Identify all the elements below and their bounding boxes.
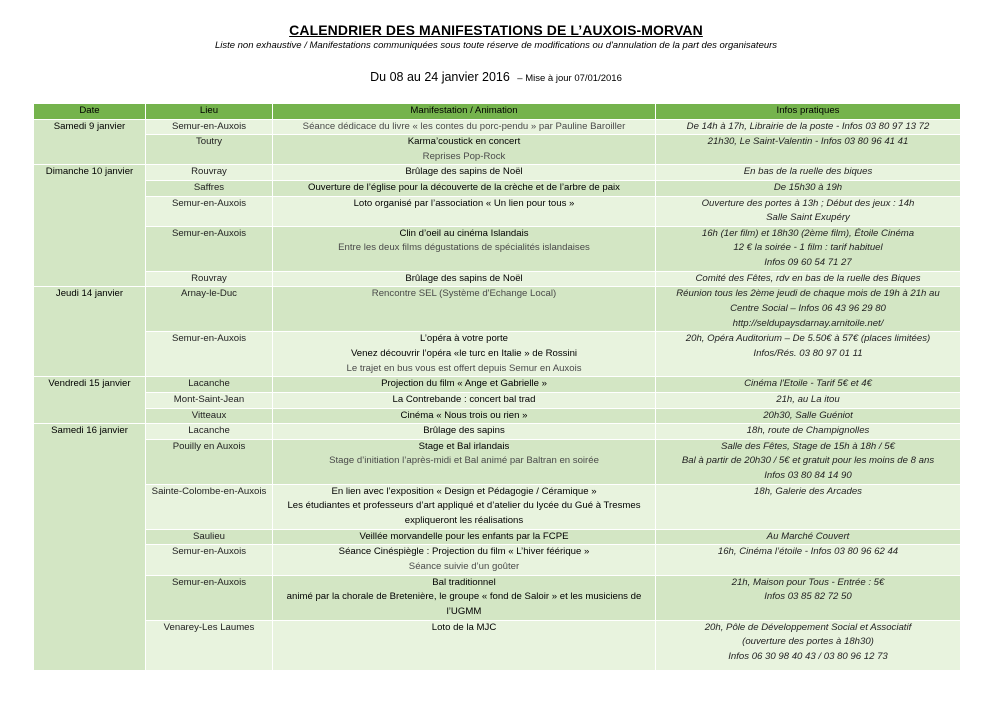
- header-date: Date: [34, 104, 146, 120]
- event-cell: [273, 119, 656, 135]
- info-cell: [656, 271, 961, 287]
- info-line: 20h, Opéra Auditorium – De 5.50€ à 57€ (places limitées): [685, 333, 931, 345]
- event-line: Veillée morvandelle pour les enfants par la FCPE: [359, 530, 569, 542]
- info-cell: [656, 545, 961, 575]
- info-cell: [656, 332, 961, 377]
- info-line: 20h30, Salle Guéniot: [763, 409, 853, 421]
- info-line: Infos 03 85 82 72 50: [764, 591, 852, 603]
- lieu-text: Semur-en-Auxois: [171, 120, 247, 132]
- lieu-cell: [146, 439, 273, 484]
- info-line: Salle des Fêtes, Stage de 15h à 18h / 5€: [721, 440, 895, 452]
- info-line: 20h, Pôle de Développement Social et Associatif: [704, 621, 912, 633]
- event-line: Karma’coustick en concert: [407, 136, 521, 148]
- event-line: Loto organisé par l’association « Un lien pour tous »: [353, 197, 575, 209]
- event-line: Le trajet en bus vous est offert depuis Semur en Auxois: [346, 362, 582, 374]
- info-line: 21h30, Le Saint-Valentin - Infos 03 80 96 41 41: [707, 136, 909, 148]
- info-cell: [656, 119, 961, 135]
- lieu-cell: [146, 271, 273, 287]
- table-row: [34, 408, 961, 424]
- lieu-cell: [146, 287, 273, 332]
- table-row: [34, 180, 961, 196]
- table-row: [34, 620, 961, 670]
- event-cell: [273, 135, 656, 165]
- event-line: Brûlage des sapins de Noël: [405, 166, 523, 178]
- event-cell: [273, 575, 656, 620]
- info-line: 16h, Cinéma l’étoile - Infos 03 80 96 62 44: [717, 546, 899, 558]
- info-cell: [656, 620, 961, 670]
- info-cell: [656, 424, 961, 440]
- lieu-text: Saffres: [193, 181, 225, 193]
- lieu-text: Pouilly en Auxois: [172, 440, 246, 452]
- info-cell: [656, 392, 961, 408]
- date-cell: Dimanche 10 janvier: [34, 165, 146, 287]
- info-cell: [656, 196, 961, 226]
- info-line: 18h, Galerie des Arcades: [754, 485, 862, 497]
- info-line: Au Marché Couvert: [766, 530, 850, 542]
- info-line: Infos/Rés. 03 80 97 01 11: [753, 347, 863, 359]
- lieu-cell: [146, 196, 273, 226]
- lieu-cell: [146, 424, 273, 440]
- info-cell: [656, 439, 961, 484]
- lieu-text: Lacanche: [188, 425, 230, 437]
- lieu-cell: [146, 165, 273, 181]
- lieu-text: Vitteaux: [191, 409, 227, 421]
- header-infos: Infos pratiques: [656, 104, 961, 120]
- table-row: [34, 196, 961, 226]
- table-row: [34, 484, 961, 529]
- lieu-text: Venarey-Les Laumes: [163, 621, 255, 633]
- event-cell: [273, 439, 656, 484]
- lieu-cell: [146, 180, 273, 196]
- event-cell: [273, 545, 656, 575]
- info-line: 21h, Maison pour Tous - Entrée : 5€: [731, 576, 885, 588]
- lieu-text: Toutry: [195, 136, 223, 148]
- period-line: [0, 70, 992, 84]
- event-line: Clin d’oeil au cinéma Islandais: [399, 227, 529, 239]
- info-line: En bas de la ruelle des biques: [743, 166, 873, 178]
- date-cell: Jeudi 14 janvier: [34, 287, 146, 377]
- event-line: Reprises Pop-Rock: [422, 150, 506, 162]
- info-line: Réunion tous les 2ème jeudi de chaque mois de 19h à 21h au: [676, 288, 940, 300]
- table-row: [34, 135, 961, 165]
- info-line: 16h (1er film) et 18h30 (2ème film), Étoile Cinéma: [701, 227, 915, 239]
- event-cell: [273, 196, 656, 226]
- table-row: [34, 332, 961, 377]
- event-line: La Contrebande : concert bal trad: [392, 393, 536, 405]
- page-title: CALENDRIER DES MANIFESTATIONS DE L’AUXOIS-MORVAN: [289, 22, 703, 38]
- info-cell: [656, 180, 961, 196]
- info-cell: [656, 287, 961, 332]
- info-line: Cinéma l'Etoile - Tarif 5€ et 4€: [744, 378, 872, 390]
- event-cell: [273, 180, 656, 196]
- info-cell: [656, 135, 961, 165]
- lieu-cell: [146, 408, 273, 424]
- update-note: – Mise à jour 07/01/2016: [517, 73, 622, 84]
- table-row: [34, 119, 961, 135]
- table-row: [34, 575, 961, 620]
- lieu-text: Semur-en-Auxois: [171, 333, 247, 345]
- lieu-cell: [146, 392, 273, 408]
- event-cell: [273, 287, 656, 332]
- lieu-text: Rouvray: [191, 272, 227, 284]
- info-line: http://seldupaysdarnay.arnitoile.net/: [732, 317, 884, 329]
- info-line: 12 € la soirée - 1 film : tarif habituel: [733, 242, 883, 254]
- events-table: [33, 103, 961, 671]
- header-manifestation: Manifestation / Animation: [273, 104, 656, 120]
- event-line: Loto de la MJC: [431, 621, 497, 633]
- info-line: De 14h à 17h, Librairie de la poste - Infos 03 80 97 13 72: [686, 120, 930, 132]
- event-cell: [273, 529, 656, 545]
- lieu-text: Lacanche: [188, 378, 230, 390]
- event-line: Brûlage des sapins: [423, 425, 505, 437]
- event-cell: [273, 392, 656, 408]
- lieu-text: Arnay-le-Duc: [181, 288, 237, 300]
- lieu-cell: [146, 545, 273, 575]
- table-row: [34, 529, 961, 545]
- event-line: Cinéma « Nous trois ou rien »: [400, 409, 528, 421]
- lieu-cell: [146, 332, 273, 377]
- info-line: 21h, au La itou: [776, 393, 840, 405]
- table-row: [34, 287, 961, 332]
- lieu-text: Mont-Saint-Jean: [173, 393, 245, 405]
- lieu-text: Semur-en-Auxois: [171, 546, 247, 558]
- event-line: En lien avec l’exposition « Design et Pédagogie / Céramique »: [331, 485, 597, 497]
- event-line: Projection du film « Ange et Gabrielle »: [381, 378, 547, 390]
- event-line: L’opéra à votre porte: [419, 333, 508, 345]
- info-line: Infos 03 80 84 14 90: [764, 469, 852, 481]
- table-row: [34, 424, 961, 440]
- event-cell: [273, 332, 656, 377]
- info-line: Comité des Fêtes, rdv en bas de la ruelle des Biques: [695, 272, 921, 284]
- table-row: [34, 439, 961, 484]
- info-line: 18h, route de Champignolles: [746, 425, 870, 437]
- event-cell: [273, 484, 656, 529]
- lieu-cell: [146, 484, 273, 529]
- event-cell: [273, 408, 656, 424]
- table-row: [34, 545, 961, 575]
- info-cell: [656, 575, 961, 620]
- event-line: Séance suivie d’un goûter: [408, 560, 520, 572]
- event-line: animé par la chorale de Bretenière, le groupe « fond de Saloir » et les musiciens de l’UGMM: [286, 591, 642, 617]
- event-cell: [273, 226, 656, 271]
- info-line: Infos 06 30 98 40 43 / 03 80 96 12 73: [728, 650, 888, 662]
- event-cell: [273, 620, 656, 670]
- event-line: Les étudiantes et professeurs d’art appliqué et d’atelier du lycée du Gué à Tresmes expliqueront les réalisations: [287, 500, 641, 526]
- event-line: Venez découvrir l’opéra «le turc en Italie » de Rossini: [350, 347, 578, 359]
- table-row: [34, 226, 961, 271]
- date-cell: Samedi 9 janvier: [34, 119, 146, 165]
- lieu-text: Semur-en-Auxois: [171, 197, 247, 209]
- event-cell: [273, 271, 656, 287]
- info-line: Centre Social – Infos 06 43 96 29 80: [730, 302, 886, 314]
- period-range: Du 08 au 24 janvier 2016: [370, 70, 510, 84]
- info-cell: [656, 165, 961, 181]
- info-cell: [656, 377, 961, 393]
- header-lieu: Lieu: [146, 104, 273, 120]
- info-line: Ouverture des portes à 13h ; Début des jeux : 14h: [701, 197, 915, 209]
- event-line: Bal traditionnel: [432, 576, 496, 588]
- info-line: (ouverture des portes à 18h30): [742, 636, 874, 648]
- info-line: Bal à partir de 20h30 / 5€ et gratuit pour les moins de 8 ans: [681, 455, 935, 467]
- table-row: [34, 271, 961, 287]
- event-cell: [273, 165, 656, 181]
- info-cell: [656, 408, 961, 424]
- info-cell: [656, 484, 961, 529]
- page-subtitle: Liste non exhaustive / Manifestations communiquées sous toute réserve de modifications ou d'annulation de la part des organisateurs: [214, 40, 778, 51]
- table-row: [34, 165, 961, 181]
- event-cell: [273, 377, 656, 393]
- info-cell: [656, 226, 961, 271]
- lieu-cell: [146, 135, 273, 165]
- lieu-cell: [146, 226, 273, 271]
- event-line: Rencontre SEL (Système d'Echange Local): [371, 288, 557, 300]
- lieu-text: Sainte-Colombe-en-Auxois: [151, 485, 267, 497]
- date-cell: Vendredi 15 janvier: [34, 377, 146, 424]
- event-cell: [273, 424, 656, 440]
- lieu-cell: [146, 620, 273, 670]
- table-body: [34, 119, 961, 670]
- event-line: Séance dédicace du livre « les contes du porc-pendu » par Pauline Baroiller: [302, 120, 626, 132]
- info-line: Salle Saint Exupéry: [766, 212, 850, 224]
- lieu-text: Semur-en-Auxois: [171, 576, 247, 588]
- info-cell: [656, 529, 961, 545]
- event-line: Entre les deux films dégustations de spécialités islandaises: [338, 242, 590, 254]
- event-line: Stage d’initiation l’après-midi et Bal animé par Baltran en soirée: [329, 455, 599, 467]
- table-header-row: [34, 104, 961, 120]
- table-row: [34, 377, 961, 393]
- info-line: Infos 09 60 54 71 27: [764, 256, 852, 268]
- lieu-cell: [146, 529, 273, 545]
- date-cell: Samedi 16 janvier: [34, 424, 146, 670]
- event-line: Séance Cinéspiègle : Projection du film « L’hiver féérique »: [338, 546, 590, 558]
- lieu-cell: [146, 575, 273, 620]
- info-line: De 15h30 à 19h: [773, 181, 843, 193]
- lieu-text: Rouvray: [191, 166, 227, 178]
- lieu-text: Semur-en-Auxois: [171, 227, 247, 239]
- lieu-cell: [146, 119, 273, 135]
- event-line: Ouverture de l’église pour la découverte de la crèche et de l’arbre de paix: [308, 181, 620, 193]
- event-line: Brûlage des sapins de Noël: [405, 272, 523, 284]
- lieu-cell: [146, 377, 273, 393]
- lieu-text: Saulieu: [192, 530, 225, 542]
- event-line: Stage et Bal irlandais: [418, 440, 510, 452]
- table-row: [34, 392, 961, 408]
